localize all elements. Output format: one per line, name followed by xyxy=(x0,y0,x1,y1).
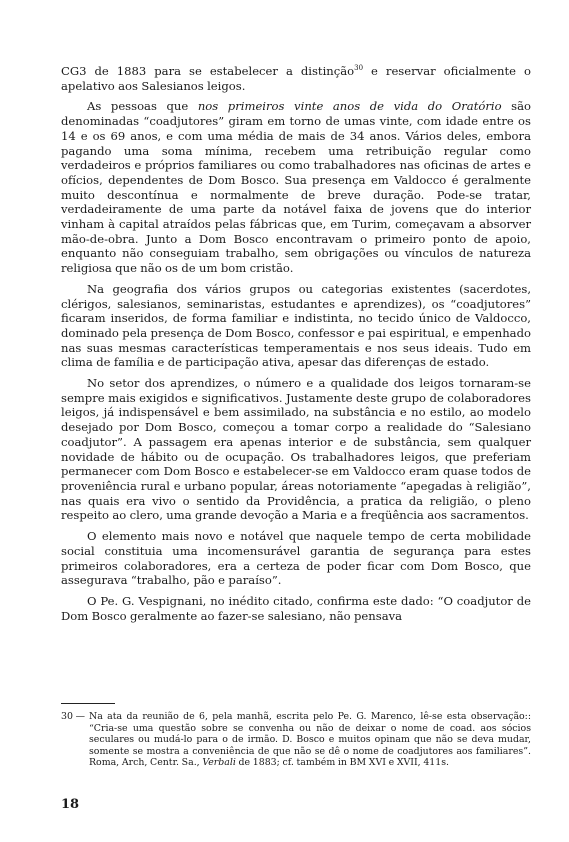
text-run: As pessoas que xyxy=(87,99,198,114)
footnote xyxy=(61,711,531,769)
footnote-reference: 30 xyxy=(354,64,364,73)
text-run: O elemento mais novo e notável que naquele tempo de certa mobilidade social constituia uma incomensurável garantia de segurança para estes primeiros colaboradores, era a certeza de poder ficar com Dom Bosco, que assegurava “trabalho, pão e paraíso”. xyxy=(61,529,531,588)
text-run: e reservar oficialmente o apelativo aos Salesianos leigos. xyxy=(61,64,531,93)
paragraph xyxy=(61,282,531,370)
text-run: Na ata da reunião de 6, pela manhã, escrita pelo Pe. G. Marenco, lê-se esta observação:: “Cria-se uma questão sobre se convenha ou não de deixar o nome de coad. aos sócios seculares ou mudá-lo para o de irmão. D. Bosco e muitos opinam que não se deva mudar, somente se mostra a conveniência de que não se dê o nome de coadjutores aos familiares”. Roma, Arch, Centr. Sa., xyxy=(89,711,531,768)
italic-text: nos primeiros vinte anos de vida do Oratório xyxy=(197,99,502,114)
paragraph xyxy=(61,376,531,523)
paragraph xyxy=(61,99,531,275)
text-run: No setor dos aprendizes, o número e a qualidade dos leigos tornaram-se sempre mais exigidos e significativos. Justamente deste grupo de colaboradores leigos, já indispensável e bem assimilado, na substância e no estilo, ao modelo desejado por Dom Bosco, começou a tomar corpo a realidade do “Salesiano coadjutor”. A passagem era apenas interior e de substância, sem qualquer novidade de hábito ou de ocupação. Os trabalhadores leigos, que preferiam permanecer com Dom Bosco e estabelecer-se em Valdocco eram quase todos de proveniência rural e urbano popular, áreas notoriamente “apegadas à religião”, nas quais era vivo o sentido da Providência, a pratica da religião, o pleno respeito ao clero, uma grande devoção a Maria e a freqüência aos sacramentos. xyxy=(61,376,531,523)
text-run: CG3 de 1883 para se estabelecer a distinção xyxy=(61,64,355,78)
footnote-text xyxy=(89,711,531,769)
footnote-number: 30 — xyxy=(61,711,85,722)
footnote-rule xyxy=(61,703,115,704)
paragraph xyxy=(61,594,531,623)
text-run: Na geografia dos vários grupos ou categorias existentes (sacerdotes, clérigos, salesianos, seminaristas, estudantes e aprendizes), os “coadjutores” ficaram inseridos, de forma familiar e indistinta, no tecido único de Valdocco, dominado pela presença de Dom Bosco, confessor e pai espiritual, e empenhado nas suas mesmas características temperamentais e nos seus ideais. Tudo em clima de família e de participação ativa, apesar das diferenças de estado. xyxy=(61,281,531,370)
text-run: de 1883; cf. também in BM XVI e XVII, 411s. xyxy=(235,757,450,768)
text-run: O Pe. G. Vespignani, no inédito citado, confirma este dado: “O coadjutor de Dom Bosco geralmente ao fazer-se salesiano, não pensava xyxy=(61,593,531,623)
paragraph xyxy=(61,529,531,588)
text-run: são denominadas “coadjutores” giram em torno de umas vinte, com idade entre os 14 e os 69 anos, e com uma média de mais de 34 anos. Vários deles, embora pagando uma soma mínima, recebem uma retribuição regular como verdadeiros e próprios familiares ou como trabalhadores nas oficinas de artes e ofícios, dependentes de Dom Bosco. Sua presença em Valdocco é geralmente muito descontínua e normalmente de breve duração. Pode-se tratar, verdadeiramente de uma parte da notável faixa de jovens que do interior vinham à capital atraídos pelas fábricas que, em Turim, começavam a absorver mão-de-obra. Junto a Dom Bosco encontravam o primeiro ponto de apoio, enquanto não conseguiam trabalho, sem obrigações ou vínculos de natureza religiosa que não os de um bom cristão. xyxy=(61,99,531,276)
italic-text: Verbali xyxy=(202,757,236,768)
page-number: 18 xyxy=(61,797,80,812)
paragraph xyxy=(61,64,531,93)
body-text xyxy=(61,64,531,623)
